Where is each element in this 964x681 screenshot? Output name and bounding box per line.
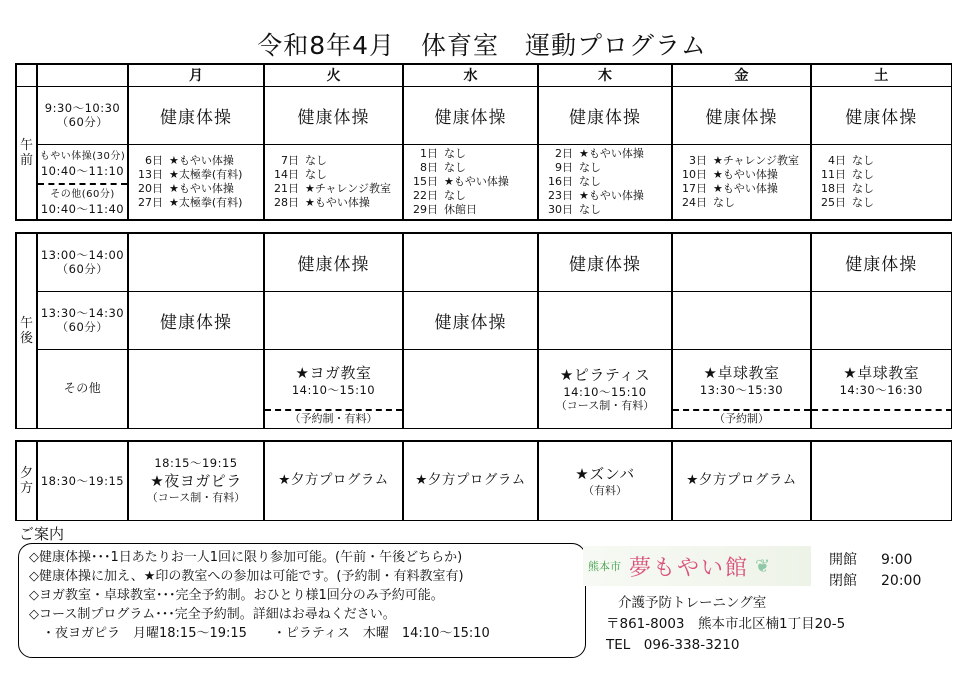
program-cell [811, 291, 951, 349]
program-cell [264, 291, 403, 349]
day-header-sat: 土 [811, 64, 951, 86]
program-cell-table-tennis-fri: ★卓球教室 13:30〜15:30 [672, 349, 811, 410]
day-header-fri: 金 [672, 64, 811, 86]
program-cell: 健康体操 [128, 291, 264, 349]
schedule-list-sat: 4日 なし 11日 なし 18日 なし 25日 なし [811, 144, 951, 220]
logo-name: 夢もやい館 [629, 555, 750, 581]
day-header-thu: 木 [538, 64, 672, 86]
program-cell [403, 233, 538, 291]
time-slot-moyai: もやい体操(30分) 10:40〜11:10 [37, 144, 128, 184]
time-slot-other-afternoon: その他 [37, 349, 128, 428]
schedule-list-mon: 6日 ★もやい体操 13日 ★太極拳(有料) 20日 ★もやい体操 27日 ★太極拳(有料) [128, 144, 264, 220]
note-table-tennis: （予約制） [672, 410, 811, 428]
facility-logo [583, 546, 811, 586]
page-title: 令和8年4月 体育室 運動プログラム [257, 31, 707, 60]
morning-table [15, 63, 952, 221]
time-slot-afternoon-2: 13:30〜14:30 （60分） [37, 291, 128, 349]
program-cell-zumba: ★ズンバ （有料） [538, 441, 672, 520]
time-slot-other: その他(60分) 10:40〜11:40 [37, 184, 128, 220]
room-name: 介護予防トレーニング室 [618, 595, 767, 611]
program-cell [811, 441, 951, 520]
announcement-line: ◇健康体操に加え、★印の教室への参加は可能です。(予約制・有料教室有) [29, 569, 464, 584]
program-cell [538, 291, 672, 349]
announcement-line: ・夜ヨガピラ 月曜18:15〜19:15 ・ピラティス 木曜 14:10〜15:10 [29, 626, 490, 641]
evening-table [15, 440, 952, 521]
hours-close: 閉館 20:00 [829, 573, 922, 589]
announcement-line: ◇ヨガ教室・卓球教室･･･完全予約制。おひとり様1回分のみ予約可能。 [29, 588, 444, 603]
hours-open: 開館 9:00 [829, 552, 913, 568]
day-header-tue: 火 [264, 64, 403, 86]
program-cell: ★夕方プログラム [672, 441, 811, 520]
program-cell: 健康体操 [538, 86, 672, 144]
program-cell: 健康体操 [128, 86, 264, 144]
header-time-cell [37, 64, 128, 86]
logo-city: 熊本市 [588, 560, 621, 573]
time-slot-morning-1: 9:30〜10:30 （60分） [37, 86, 128, 144]
program-cell: 健康体操 [811, 233, 951, 291]
program-cell: 健康体操 [264, 233, 403, 291]
program-cell [672, 291, 811, 349]
announcement-line: ◇コース制プログラム･･･完全予約制。詳細はお尋ねください。 [29, 607, 396, 622]
period-label-morning: 午前 [16, 86, 37, 220]
leaf-icon: ❦ [755, 555, 771, 577]
program-cell [128, 233, 264, 291]
program-cell [672, 233, 811, 291]
program-cell-night-yoga: 18:15〜19:15 ★夜ヨガピラ （コース制・有料） [128, 441, 264, 520]
note-empty [811, 410, 951, 428]
announcement-heading: ご案内 [19, 525, 65, 543]
opening-hours [829, 550, 921, 592]
day-header-mon: 月 [128, 64, 264, 86]
schedule-list-tue: 7日 なし 14日 なし 21日 ★チャレンジ教室 28日 ★もやい体操 [264, 144, 403, 220]
program-cell: 健康体操 [264, 86, 403, 144]
program-cell [128, 349, 264, 428]
day-header-wed: 水 [403, 64, 538, 86]
facility-info [606, 593, 845, 656]
schedule-list-fri: 3日 ★チャレンジ教室 10日 ★もやい体操 17日 ★もやい体操 24日 なし [672, 144, 811, 220]
period-label-evening: 夕方 [16, 441, 37, 520]
afternoon-table [15, 232, 952, 429]
program-cell: ★夕方プログラム [264, 441, 403, 520]
program-cell: 健康体操 [811, 86, 951, 144]
address: 〒861-8003 熊本市北区楠1丁目20-5 [606, 616, 846, 632]
program-cell: 健康体操 [403, 291, 538, 349]
program-cell [403, 349, 538, 428]
schedule-list-thu: 2日 ★もやい体操 9日 なし 16日 なし 23日 ★もやい体操 30日 なし [538, 144, 672, 220]
period-label-afternoon: 午後 [16, 233, 37, 428]
program-cell: 健康体操 [672, 86, 811, 144]
time-slot-afternoon-1: 13:00〜14:00 （60分） [37, 233, 128, 291]
announcement-box [18, 543, 586, 658]
program-cell: ★夕方プログラム [403, 441, 538, 520]
note-yoga: （予約制・有料） [264, 410, 403, 428]
program-cell-table-tennis-sat: ★卓球教室 14:30〜16:30 [811, 349, 951, 410]
program-cell: 健康体操 [538, 233, 672, 291]
program-cell-yoga: ★ヨガ教室 14:10〜15:10 [264, 349, 403, 410]
program-cell-pilates: ★ピラティス 14:10〜15:10 （コース制・有料） [538, 349, 672, 428]
time-slot-evening: 18:30〜19:15 [37, 441, 128, 520]
telephone: TEL 096-338-3210 [606, 637, 740, 653]
corner-cell [16, 64, 37, 86]
schedule-list-wed: 1日 なし 8日 なし 15日 ★もやい体操 22日 なし 29日 休館日 [403, 144, 538, 220]
announcement-line: ◇健康体操･･･1日あたりお一人1回に限り参加可能。(午前・午後どちらか) [29, 550, 463, 565]
program-cell: 健康体操 [403, 86, 538, 144]
